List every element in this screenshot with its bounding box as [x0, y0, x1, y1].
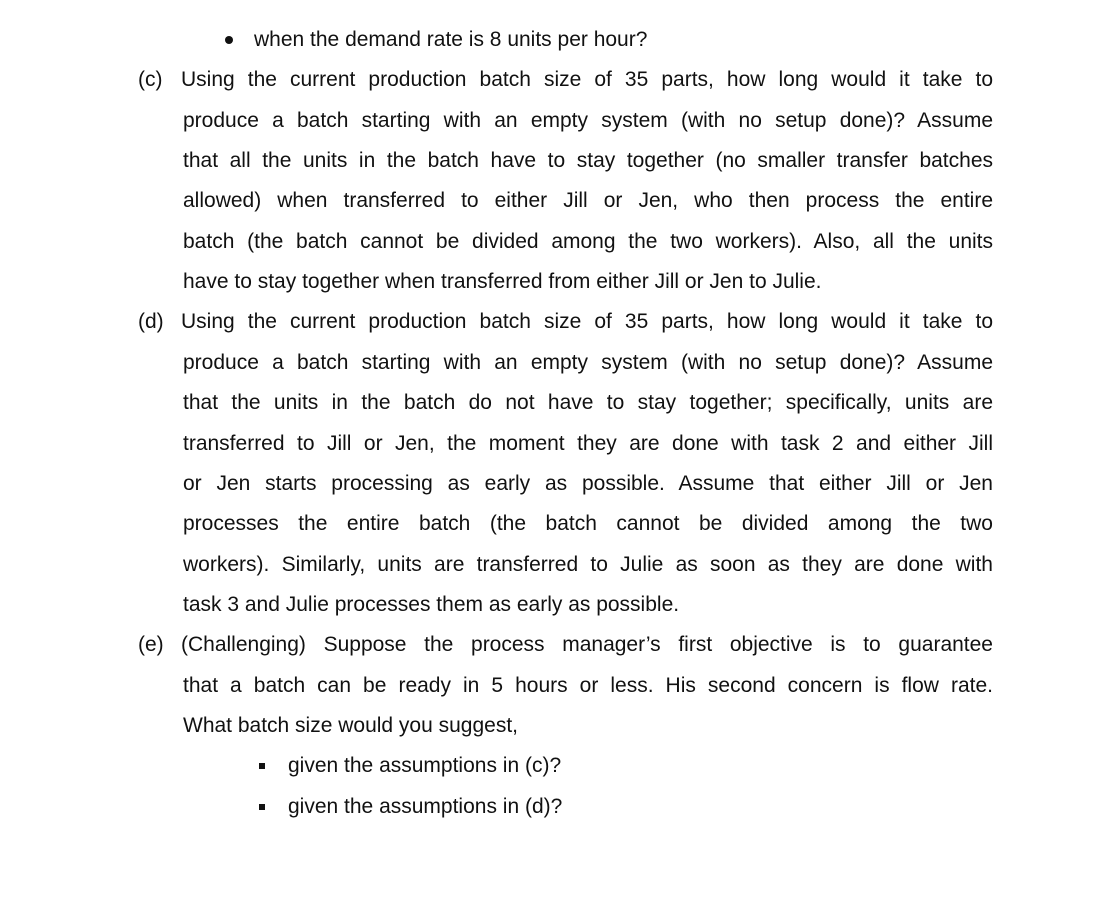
paragraph-line: have to stay together when transferred from either Jill or Jen to Julie. [183, 270, 822, 294]
square-bullet-icon [259, 804, 265, 810]
paragraph-line: workers). Similarly, units are transferred to Julie as soon as they are done with [183, 552, 993, 576]
paragraph-line: task 3 and Julie processes them as early as possible. [183, 592, 680, 616]
paragraph-line: batch (the batch cannot be divided among the two workers). Also, all the units [183, 229, 993, 253]
paragraph-line: (Challenging) Suppose the process manager’s first objective is to guarantee [181, 633, 993, 657]
paragraph-line: or Jen starts processing as early as possible. Assume that either Jill or Jen [183, 471, 993, 495]
sub-bullet-text: given the assumptions in (c)? [288, 754, 562, 778]
sub-bullet-text: given the assumptions in (d)? [288, 794, 563, 818]
paragraph-line: that the units in the batch do not have to stay together; specifically, units are [183, 391, 993, 415]
square-bullet-icon [259, 763, 265, 769]
bullet-icon [225, 36, 233, 44]
paragraph-line: Using the current production batch size of 35 parts, how long would it take to [181, 310, 993, 334]
part-label: (c) [138, 68, 163, 92]
paragraph-line: What batch size would you suggest, [183, 713, 519, 737]
paragraph-line: allowed) when transferred to either Jill or Jen, who then process the entire [183, 189, 993, 213]
part-label: (e) [138, 633, 164, 657]
bullet-text: when the demand rate is 8 units per hour? [254, 28, 648, 51]
paragraph-line: that a batch can be ready in 5 hours or less. His second concern is flow rate. [183, 673, 993, 697]
paragraph-line: produce a batch starting with an empty system (with no setup done)? Assume [183, 108, 993, 132]
paragraph-line: produce a batch starting with an empty system (with no setup done)? Assume [183, 350, 993, 374]
paragraph-line: that all the units in the batch have to stay together (no smaller transfer batches [183, 149, 993, 173]
paragraph-line: transferred to Jill or Jen, the moment they are done with task 2 and either Jill [183, 431, 993, 455]
paragraph-line: processes the entire batch (the batch cannot be divided among the two [183, 512, 993, 536]
paragraph-line: Using the current production batch size of 35 parts, how long would it take to [181, 68, 993, 92]
part-label: (d) [138, 310, 164, 334]
